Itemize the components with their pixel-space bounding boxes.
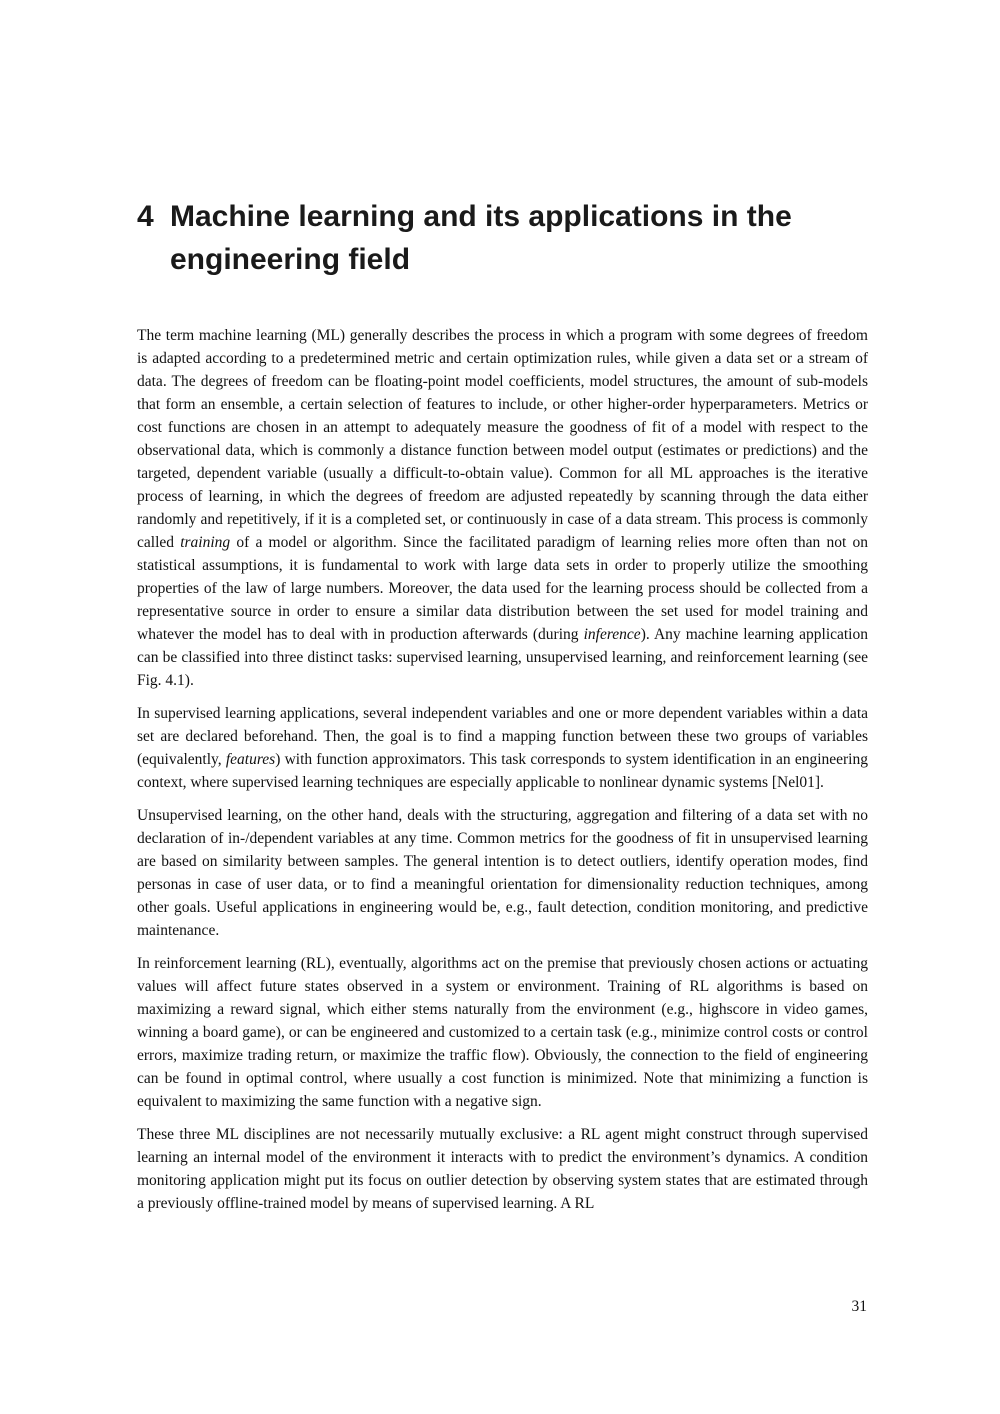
chapter-title: Machine learning and its applications in the engineering field bbox=[170, 200, 792, 276]
page-number: 31 bbox=[851, 1298, 867, 1315]
paragraph bbox=[137, 804, 868, 942]
chapter-heading bbox=[137, 195, 877, 281]
text-run: The term machine learning (ML) generally describes the process in which a program with some degrees of freedom is adapted according to a predetermined metric and certain optimization rules, while given a data set or a stream of data. The degrees of freedom can be floating-point model coefficients, model structures, the amount of sub-models that form an ensemble, a certain selection of features to include, or other higher-order hyperparameters. Metrics or cost functions are chosen in an attempt to adequately measure the goodness of fit of a model with respect to the observational data, which is commonly a distance function between model output (estimates or predictions) and the targeted, dependent variable (usually a difficult-to-obtain value). Common for all ML approaches is the iterative process of learning, in which the degrees of freedom are adjusted repeatedly by scanning through the data either randomly and repetitively, if it is a completed set, or continuously in case of a data stream. This process is commonly called bbox=[137, 327, 868, 551]
paragraph bbox=[137, 952, 868, 1113]
text-run: ). Any machine learning application can be classified into three distinct tasks: supervised learning, unsupervised learning, and reinforcement learning (see Fig. 4.1). bbox=[137, 626, 868, 689]
chapter-number: 4 bbox=[137, 200, 154, 233]
text-run: In reinforcement learning (RL), eventually, algorithms act on the premise that previously chosen actions or actuating values will affect future states observed in a system or environment. Training of RL algorithms is based on maximizing a reward signal, which either stems naturally from the environment (e.g., highscore in video games, winning a board game), or can be engineered and customized to a certain task (e.g., minimize control costs or control errors, maximize trading return, or maximize the traffic flow). Obviously, the connection to the field of engineering can be found in optimal control, where usually a cost function is minimized. Note that minimizing a function is equivalent to maximizing the same function with a negative sign. bbox=[137, 955, 868, 1110]
text-run: In supervised learning applications, several independent variables and one or more dependent variables within a data set are declared beforehand. Then, the goal is to find a mapping function between these two groups of variables (equivalently, bbox=[137, 705, 868, 768]
body-text bbox=[137, 324, 868, 1225]
paragraph bbox=[137, 324, 868, 692]
italic-term: inference bbox=[583, 626, 641, 643]
text-run: of a model or algorithm. Since the facilitated paradigm of learning relies more often than not on statistical assumptions, it is fundamental to work with large data sets in order to properly utilize the smoothing properties of the law of large numbers. Moreover, the data used for the learning process should be collected from a representative source in order to ensure a similar data distribution between the set used for model training and whatever the model has to deal with in production afterwards (during bbox=[137, 534, 868, 643]
italic-term: training bbox=[180, 534, 231, 551]
paragraph bbox=[137, 1123, 868, 1215]
paragraph bbox=[137, 702, 868, 794]
text-run: Unsupervised learning, on the other hand, deals with the structuring, aggregation and filtering of a data set with no declaration of in-/dependent variables at any time. Common metrics for the goodness of fit in unsupervised learning are based on similarity between samples. The general intention is to detect outliers, identify operation modes, find personas in case of user data, or to find a meaningful orientation for dimensionality reduction techniques, among other goals. Useful applications in engineering would be, e.g., fault detection, condition monitoring, and predictive maintenance. bbox=[137, 807, 868, 939]
text-run: These three ML disciplines are not necessarily mutually exclusive: a RL agent might construct through supervised learning an internal model of the environment it interacts with to predict the environment’s dynamics. A condition monitoring application might put its focus on outlier detection by observing system states that are estimated through a previously offline-trained model by means of supervised learning. A RL bbox=[137, 1126, 868, 1212]
italic-term: features bbox=[225, 751, 276, 768]
text-run: ) with function approximators. This task corresponds to system identification in an engineering context, where supervised learning techniques are especially applicable to nonlinear dynamic systems [Nel01]. bbox=[137, 751, 868, 791]
